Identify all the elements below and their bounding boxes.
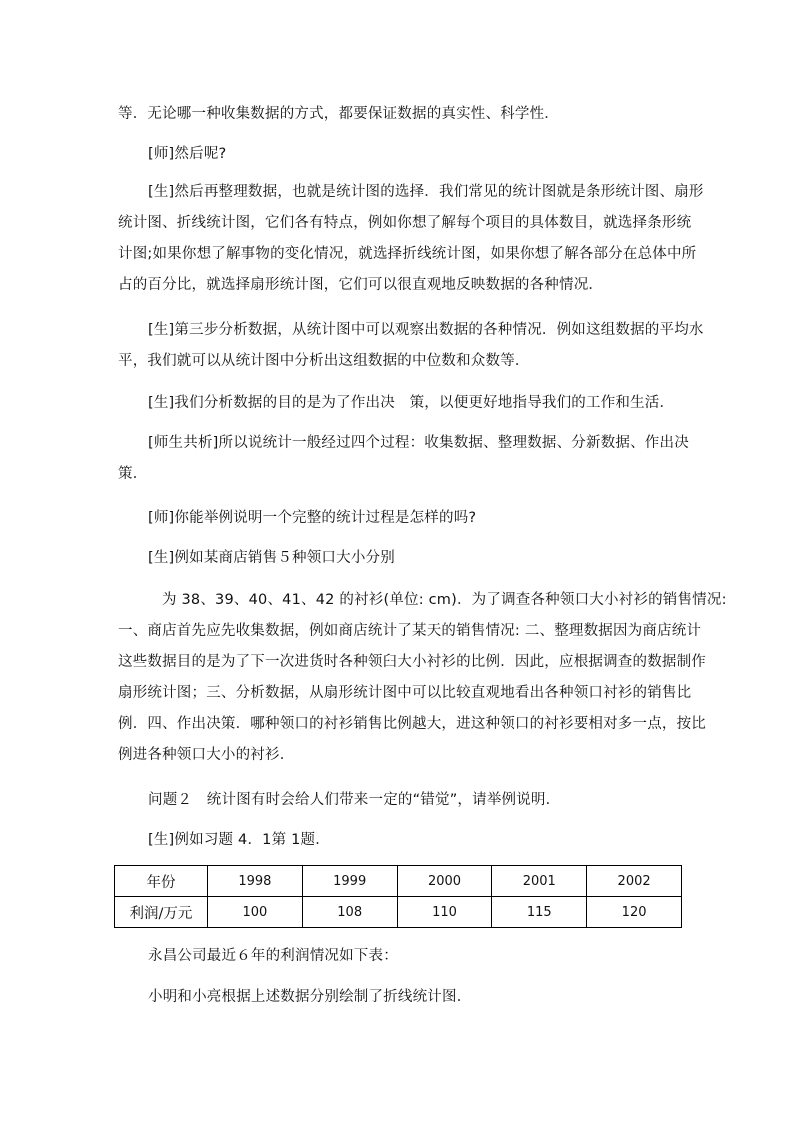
row-header-profit: 利润/万元 — [115, 897, 208, 928]
paragraph-10 — [148, 785, 708, 816]
text-line: 扇形统计图；三、分析数据，从扇形统计图中可以比较直观地看出各种领口衬衫的销售比 — [118, 685, 692, 701]
text-line: 计图;如果你想了解事物的变化情况，就选择折线统计图，如果你想了解各部分在总体中所 — [118, 246, 697, 262]
text-line: [生]例如某商店销售５种领口大小分别 — [148, 550, 395, 566]
text-line: 策． — [118, 466, 148, 482]
table-cell-year: 1999 — [302, 866, 397, 897]
table-cell-profit: 120 — [587, 897, 682, 928]
text-line: 一、商店首先应先收集数据，例如商店统计了某天的销售情况: 二、整理数据因为商店统计 — [118, 623, 702, 639]
text-line: 永昌公司最近６年的利润情况如下表： — [148, 948, 398, 964]
text-line: [师]然后呢? — [148, 146, 227, 162]
text-line: [生]我们分析数据的目的是为了作出决 策，以便更好地指导我们的工作和生活． — [148, 395, 675, 411]
table-cell-profit: 110 — [397, 897, 492, 928]
row-header-year: 年份 — [115, 866, 208, 897]
profit-table — [114, 865, 682, 928]
paragraph-8 — [148, 543, 708, 574]
text-line: [生]第三步分析数据，从统计图中可以观察出数据的各种情况．例如这组数据的平均水 — [148, 322, 704, 338]
table-row-profit — [115, 897, 682, 928]
text-line: 平，我们就可以从统计图中分析出这组数据的中位数和众数等． — [118, 353, 530, 369]
paragraph-4 — [118, 315, 704, 377]
table-row-years — [115, 866, 682, 897]
paragraph-1 — [118, 99, 678, 130]
table-cell-year: 2002 — [587, 866, 682, 897]
paragraph-11 — [148, 825, 708, 856]
text-line: 这些数据目的是为了下一次进货时各种领臼大小衬衫的比例．因此，应根据调查的数据制作 — [118, 654, 706, 670]
text-line: [生]然后再整理数据，也就是统计图的选择．我们常见的统计图就是条形统计图、扇形 — [148, 184, 704, 200]
text-line: 例进各种领口大小的衬衫． — [118, 747, 295, 763]
table-cell-year: 2001 — [492, 866, 587, 897]
table-cell-profit: 100 — [208, 897, 303, 928]
text-line: 等．无论哪一种收集数据的方式，都要保证数据的真实性、科学性． — [118, 106, 559, 122]
paragraph-3 — [118, 177, 704, 301]
text-line: 问题２ 统计图有时会给人们带来一定的“错觉”，请举例说明． — [148, 792, 561, 808]
text-line: 占的百分比，就选择扇形统计图，它们可以很直观地反映数据的各种情况． — [118, 277, 604, 293]
text-line: 小明和小亮根据上述数据分别绘制了折线统计图． — [148, 989, 472, 1005]
text-line: [师生共析]所以说统计一般经过四个过程：收集数据、整理数据、分新数据、作出决 — [148, 435, 689, 451]
paragraph-7 — [148, 503, 708, 534]
paragraph-9 — [118, 585, 727, 771]
paragraph-5 — [148, 388, 708, 419]
paragraph-6 — [118, 428, 689, 490]
paragraph-13 — [148, 982, 708, 1013]
text-line: [师]你能举例说明一个完整的统计过程是怎样的吗? — [148, 510, 477, 526]
text-line: 为 38、39、40、41、42 的衬衫(单位: cm)．为了调查各种领口大小衬衫的销售情况: — [162, 592, 727, 608]
paragraph-12 — [148, 941, 708, 972]
table-cell-profit: 108 — [302, 897, 397, 928]
paragraph-2 — [148, 139, 708, 170]
table-cell-year: 2000 — [397, 866, 492, 897]
table-cell-profit: 115 — [492, 897, 587, 928]
table-cell-year: 1998 — [208, 866, 303, 897]
text-line: [生]例如习题 4．1第 1题． — [148, 832, 330, 848]
text-line: 统计图、折线统计图，它们各有特点，例如你想了解每个项目的具体数目，就选择条形统 — [118, 215, 692, 231]
text-line: 例．四、作出决策．哪种领口的衬衫销售比例越大，进这种领口的衬衫要相对多一点，按比 — [118, 716, 706, 732]
